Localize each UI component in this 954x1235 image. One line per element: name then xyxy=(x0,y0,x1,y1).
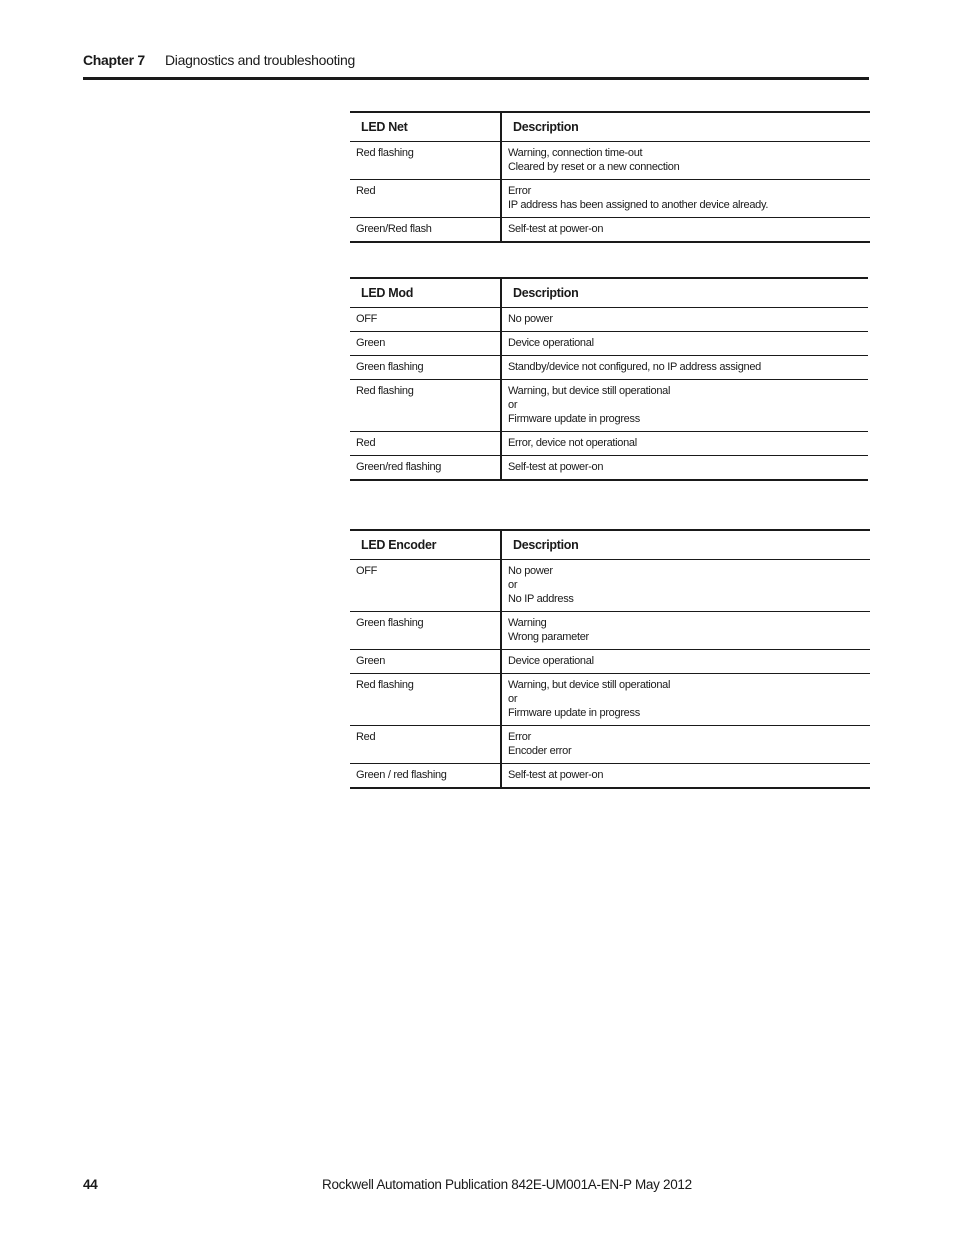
chapter-label: Chapter 7 xyxy=(83,52,145,68)
led-net-table xyxy=(350,111,870,243)
table-row xyxy=(350,674,870,726)
table-row xyxy=(350,332,868,356)
table-row xyxy=(350,218,870,243)
column-header-description: Description xyxy=(501,112,870,142)
column-header-led: LED Net xyxy=(350,112,501,142)
description-line: Firmware update in progress xyxy=(508,413,640,425)
description-cell xyxy=(501,218,870,243)
table-row xyxy=(350,456,868,481)
description-cell xyxy=(501,432,868,456)
description-line: or xyxy=(508,579,518,591)
table-row xyxy=(350,356,868,380)
description-cell xyxy=(501,612,870,650)
led-state-cell: Green flashing xyxy=(350,612,501,650)
led-state-cell: Red flashing xyxy=(350,142,501,180)
description-cell xyxy=(501,764,870,789)
description-line: No IP address xyxy=(508,593,574,605)
description-cell xyxy=(501,560,870,612)
page-footer xyxy=(0,1177,954,1195)
table-row xyxy=(350,560,870,612)
led-state-cell: Green / red flashing xyxy=(350,764,501,789)
column-header-description: Description xyxy=(501,278,868,308)
column-header-led: LED Encoder xyxy=(350,530,501,560)
led-state-cell: Green flashing xyxy=(350,356,501,380)
led-state-cell: Red xyxy=(350,432,501,456)
description-cell xyxy=(501,456,868,481)
led-state-cell: Red xyxy=(350,180,501,218)
description-line: Self-test at power-on xyxy=(508,461,604,473)
table-header-row xyxy=(350,278,868,308)
description-line: Self-test at power-on xyxy=(508,769,604,781)
led-state-cell: Green xyxy=(350,332,501,356)
description-line: Firmware update in progress xyxy=(508,707,640,719)
description-cell xyxy=(501,674,870,726)
description-cell xyxy=(501,380,868,432)
description-line: Error, device not operational xyxy=(508,437,637,449)
led-state-cell: OFF xyxy=(350,560,501,612)
description-line: Encoder error xyxy=(508,745,572,757)
description-line: Device operational xyxy=(508,337,594,349)
column-header-led: LED Mod xyxy=(350,278,501,308)
table-header-row xyxy=(350,530,870,560)
table-row xyxy=(350,180,870,218)
led-encoder-table xyxy=(350,529,870,789)
description-line: Device operational xyxy=(508,655,594,667)
chapter-title: Diagnostics and troubleshooting xyxy=(165,52,355,68)
table-row xyxy=(350,308,868,332)
description-line: Self-test at power-on xyxy=(508,223,604,235)
description-line: Warning, but device still operational xyxy=(508,385,671,397)
led-state-cell: Red flashing xyxy=(350,380,501,432)
description-cell xyxy=(501,180,870,218)
table-row xyxy=(350,650,870,674)
description-line: Warning, connection time-out xyxy=(508,147,643,159)
description-line: IP address has been assigned to another device already. xyxy=(508,199,769,211)
description-line: No power xyxy=(508,565,553,577)
description-line: Warning xyxy=(508,617,547,629)
description-line: Error xyxy=(508,731,531,743)
table-row xyxy=(350,764,870,789)
led-state-cell: OFF xyxy=(350,308,501,332)
description-cell xyxy=(501,650,870,674)
led-mod-table xyxy=(350,277,868,481)
description-cell xyxy=(501,356,868,380)
column-header-description: Description xyxy=(501,530,870,560)
description-cell xyxy=(501,332,868,356)
table-row xyxy=(350,380,868,432)
table-row xyxy=(350,432,868,456)
header-rule xyxy=(83,77,869,80)
led-state-cell: Red xyxy=(350,726,501,764)
description-cell xyxy=(501,726,870,764)
description-line: Error xyxy=(508,185,531,197)
description-line: or xyxy=(508,693,518,705)
description-line: No power xyxy=(508,313,553,325)
led-state-cell: Green xyxy=(350,650,501,674)
led-state-cell: Green/red flashing xyxy=(350,456,501,481)
page-number: 44 xyxy=(83,1177,98,1192)
led-state-cell: Red flashing xyxy=(350,674,501,726)
description-line: Warning, but device still operational xyxy=(508,679,671,691)
table-row xyxy=(350,142,870,180)
table-header-row xyxy=(350,112,870,142)
table-row xyxy=(350,726,870,764)
description-line: or xyxy=(508,399,518,411)
description-line: Cleared by reset or a new connection xyxy=(508,161,680,173)
publication-info: Rockwell Automation Publication 842E-UM001A-EN-P May 2012 xyxy=(322,1177,692,1192)
description-cell xyxy=(501,142,870,180)
description-line: Wrong parameter xyxy=(508,631,589,643)
description-line: Standby/device not configured, no IP address assigned xyxy=(508,361,761,373)
led-state-cell: Green/Red flash xyxy=(350,218,501,243)
description-cell xyxy=(501,308,868,332)
table-row xyxy=(350,612,870,650)
page-header xyxy=(83,52,869,76)
